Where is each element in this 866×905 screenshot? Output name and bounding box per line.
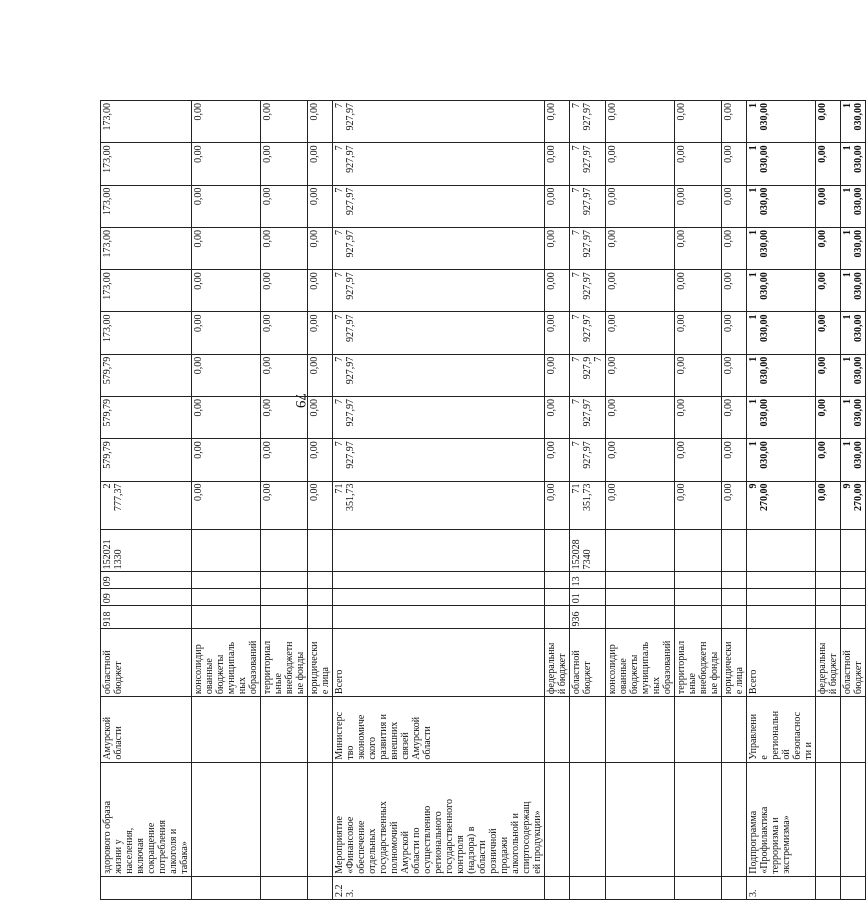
year-amount-cell: 579,79	[101, 354, 192, 396]
measure-name-cell	[722, 762, 747, 876]
rz-code-cell	[606, 589, 675, 606]
total-amount-cell: 0,00	[675, 481, 722, 530]
pr-code-cell: 09	[101, 572, 192, 589]
row-number-cell	[841, 876, 866, 899]
year-amount-cell: 7 927,97	[333, 101, 545, 143]
grbs-code-cell	[261, 606, 308, 629]
year-amount-cell: 1 030,00	[747, 354, 816, 396]
year-amount-cell: 0,00	[192, 354, 261, 396]
year-amount-cell: 173,00	[101, 312, 192, 354]
year-amount-cell: 7 927,97	[570, 143, 606, 185]
total-amount-cell: 9 270,00	[841, 481, 866, 530]
year-amount-cell: 0,00	[606, 101, 675, 143]
year-amount-cell: 1 030,00	[747, 312, 816, 354]
rz-code-cell	[192, 589, 261, 606]
year-amount-cell: 0,00	[545, 227, 570, 269]
rz-code-cell	[545, 589, 570, 606]
funding-source-cell: Всего	[747, 629, 816, 697]
year-amount-cell: 0,00	[675, 227, 722, 269]
row-number-cell	[570, 876, 606, 899]
year-amount-cell: 0,00	[192, 270, 261, 312]
year-amount-cell: 0,00	[545, 270, 570, 312]
year-amount-cell: 7 927,97	[333, 397, 545, 439]
year-amount-cell: 0,00	[816, 439, 841, 481]
funding-source-cell: консолидир ованные бюджеты муниципаль ных образований	[192, 629, 261, 697]
grbs-code-cell	[606, 606, 675, 629]
year-amount-cell: 0,00	[606, 397, 675, 439]
rz-code-cell	[816, 589, 841, 606]
table-row	[101, 101, 192, 900]
csr-code-cell	[333, 530, 545, 572]
year-amount-cell: 0,00	[308, 439, 333, 481]
year-amount-cell: 0,00	[545, 354, 570, 396]
year-amount-cell: 0,00	[261, 185, 308, 227]
pr-code-cell	[308, 572, 333, 589]
year-amount-cell: 7 927,97	[333, 439, 545, 481]
rz-code-cell: 01	[570, 589, 606, 606]
year-amount-cell: 7 927,97	[333, 227, 545, 269]
measure-name-cell	[261, 762, 308, 876]
table-row	[308, 101, 333, 900]
year-amount-cell: 0,00	[192, 397, 261, 439]
year-amount-cell: 0,00	[545, 143, 570, 185]
year-amount-cell: 0,00	[261, 354, 308, 396]
total-amount-cell: 0,00	[545, 481, 570, 530]
year-amount-cell: 0,00	[675, 439, 722, 481]
table-row	[722, 101, 747, 900]
funding-source-cell: юридически е лица	[722, 629, 747, 697]
year-amount-cell: 0,00	[675, 143, 722, 185]
year-amount-cell: 0,00	[606, 227, 675, 269]
csr-code-cell	[841, 530, 866, 572]
csr-code-cell	[816, 530, 841, 572]
year-amount-cell: 173,00	[101, 101, 192, 143]
csr-code-cell	[606, 530, 675, 572]
row-number-cell	[101, 876, 192, 899]
year-amount-cell: 0,00	[722, 354, 747, 396]
year-amount-cell: 0,00	[192, 101, 261, 143]
total-amount-cell: 71 351,73	[570, 481, 606, 530]
executor-cell: Амурской области	[101, 697, 192, 763]
total-amount-cell: 71 351,73	[333, 481, 545, 530]
measure-name-cell	[308, 762, 333, 876]
year-amount-cell: 1 030,00	[841, 312, 866, 354]
csr-code-cell	[308, 530, 333, 572]
year-amount-cell: 0,00	[308, 397, 333, 439]
year-amount-cell: 1 030,00	[747, 143, 816, 185]
year-amount-cell: 0,00	[816, 312, 841, 354]
year-amount-cell: 1 030,00	[747, 397, 816, 439]
executor-cell	[841, 697, 866, 763]
year-amount-cell: 0,00	[545, 397, 570, 439]
year-amount-cell: 0,00	[545, 439, 570, 481]
total-amount-cell: 2 777,37	[101, 481, 192, 530]
rz-code-cell	[261, 589, 308, 606]
grbs-code-cell	[722, 606, 747, 629]
funding-source-cell: федеральны й бюджет	[545, 629, 570, 697]
rz-code-cell	[333, 589, 545, 606]
year-amount-cell: 0,00	[675, 101, 722, 143]
measure-name-cell	[606, 762, 675, 876]
year-amount-cell: 0,00	[816, 354, 841, 396]
year-amount-cell: 0,00	[261, 312, 308, 354]
year-amount-cell: 0,00	[606, 185, 675, 227]
row-number-cell	[545, 876, 570, 899]
table-row	[261, 101, 308, 900]
year-amount-cell: 0,00	[816, 143, 841, 185]
year-amount-cell: 7 927,97	[570, 312, 606, 354]
year-amount-cell: 0,00	[606, 439, 675, 481]
year-amount-cell: 0,00	[722, 312, 747, 354]
year-amount-cell: 579,79	[101, 439, 192, 481]
row-number-cell	[308, 876, 333, 899]
executor-cell	[308, 697, 333, 763]
year-amount-cell: 7 927,97	[333, 143, 545, 185]
row-number-cell	[606, 876, 675, 899]
grbs-code-cell	[675, 606, 722, 629]
year-amount-cell: 0,00	[722, 439, 747, 481]
funding-source-cell: территориал ьные внебюджетн ые фонды	[261, 629, 308, 697]
csr-code-cell	[261, 530, 308, 572]
year-amount-cell: 0,00	[606, 354, 675, 396]
year-amount-cell: 579,79	[101, 397, 192, 439]
pr-code-cell	[747, 572, 816, 589]
measure-name-cell	[192, 762, 261, 876]
funding-source-cell: областной бюджет	[570, 629, 606, 697]
year-amount-cell: 0,00	[261, 397, 308, 439]
budget-table	[100, 100, 866, 900]
row-number-cell: 2.2 3.	[333, 876, 545, 899]
year-amount-cell: 1 030,00	[841, 143, 866, 185]
executor-cell: Управлени е региональн ой безопаснос ти и	[747, 697, 816, 763]
page-number: 79	[292, 393, 308, 408]
rz-code-cell	[722, 589, 747, 606]
csr-code-cell: 152028 7340	[570, 530, 606, 572]
year-amount-cell: 0,00	[308, 270, 333, 312]
total-amount-cell: 0,00	[192, 481, 261, 530]
year-amount-cell: 0,00	[816, 101, 841, 143]
year-amount-cell: 0,00	[308, 227, 333, 269]
year-amount-cell: 1 030,00	[841, 397, 866, 439]
total-amount-cell: 9 270,00	[747, 481, 816, 530]
measure-name-cell	[816, 762, 841, 876]
measure-name-cell: здорового образа жизни у населения, включая сокращение потребления алкоголя и табака»	[101, 762, 192, 876]
year-amount-cell: 1 030,00	[841, 354, 866, 396]
pr-code-cell	[606, 572, 675, 589]
executor-cell: Министерс тво экономиче ского развития и внешних связей Амурской области	[333, 697, 545, 763]
pr-code-cell	[545, 572, 570, 589]
year-amount-cell: 1 030,00	[747, 227, 816, 269]
year-amount-cell: 0,00	[308, 312, 333, 354]
pr-code-cell	[192, 572, 261, 589]
table-row	[570, 101, 606, 900]
pr-code-cell: 13	[570, 572, 606, 589]
year-amount-cell: 0,00	[675, 354, 722, 396]
year-amount-cell: 7 927,97	[570, 397, 606, 439]
measure-name-cell	[841, 762, 866, 876]
year-amount-cell: 0,00	[261, 439, 308, 481]
pr-code-cell	[261, 572, 308, 589]
year-amount-cell: 7 927,9 7	[570, 354, 606, 396]
year-amount-cell: 0,00	[722, 185, 747, 227]
year-amount-cell: 7 927,97	[570, 270, 606, 312]
year-amount-cell: 0,00	[816, 185, 841, 227]
pr-code-cell	[841, 572, 866, 589]
year-amount-cell: 0,00	[308, 185, 333, 227]
rz-code-cell	[308, 589, 333, 606]
measure-name-cell	[675, 762, 722, 876]
year-amount-cell: 0,00	[192, 185, 261, 227]
year-amount-cell: 0,00	[606, 312, 675, 354]
table-row	[192, 101, 261, 900]
year-amount-cell: 1 030,00	[841, 101, 866, 143]
year-amount-cell: 1 030,00	[747, 101, 816, 143]
year-amount-cell: 7 927,97	[333, 312, 545, 354]
csr-code-cell: 152021 1330	[101, 530, 192, 572]
year-amount-cell: 173,00	[101, 270, 192, 312]
year-amount-cell: 0,00	[192, 439, 261, 481]
year-amount-cell: 0,00	[606, 270, 675, 312]
grbs-code-cell	[192, 606, 261, 629]
total-amount-cell: 0,00	[261, 481, 308, 530]
rz-code-cell	[675, 589, 722, 606]
executor-cell	[816, 697, 841, 763]
rz-code-cell	[747, 589, 816, 606]
year-amount-cell: 0,00	[308, 143, 333, 185]
year-amount-cell: 173,00	[101, 185, 192, 227]
year-amount-cell: 0,00	[722, 143, 747, 185]
funding-source-cell: федеральны й бюджет	[816, 629, 841, 697]
funding-source-cell: территориал ьные внебюджетн ые фонды	[675, 629, 722, 697]
year-amount-cell: 0,00	[545, 312, 570, 354]
year-amount-cell: 0,00	[816, 227, 841, 269]
year-amount-cell: 7 927,97	[570, 101, 606, 143]
year-amount-cell: 0,00	[545, 185, 570, 227]
grbs-code-cell	[333, 606, 545, 629]
year-amount-cell: 0,00	[675, 397, 722, 439]
funding-source-cell: Всего	[333, 629, 545, 697]
pr-code-cell	[816, 572, 841, 589]
year-amount-cell: 7 927,97	[570, 227, 606, 269]
grbs-code-cell	[747, 606, 816, 629]
year-amount-cell: 0,00	[192, 312, 261, 354]
year-amount-cell: 0,00	[675, 270, 722, 312]
year-amount-cell: 7 927,97	[333, 185, 545, 227]
measure-name-cell: Подпрограмма «Профилактика терроризма и экстремизма»	[747, 762, 816, 876]
row-number-cell: 3.	[747, 876, 816, 899]
table-row	[545, 101, 570, 900]
csr-code-cell	[545, 530, 570, 572]
pr-code-cell	[722, 572, 747, 589]
executor-cell	[570, 697, 606, 763]
year-amount-cell: 7 927,97	[333, 270, 545, 312]
executor-cell	[675, 697, 722, 763]
total-amount-cell: 0,00	[722, 481, 747, 530]
year-amount-cell: 0,00	[722, 227, 747, 269]
year-amount-cell: 0,00	[261, 143, 308, 185]
year-amount-cell: 1 030,00	[841, 227, 866, 269]
executor-cell	[545, 697, 570, 763]
year-amount-cell: 0,00	[261, 270, 308, 312]
row-number-cell	[816, 876, 841, 899]
year-amount-cell: 7 927,97	[570, 439, 606, 481]
total-amount-cell: 0,00	[816, 481, 841, 530]
year-amount-cell: 0,00	[192, 143, 261, 185]
csr-code-cell	[747, 530, 816, 572]
year-amount-cell: 7 927,97	[570, 185, 606, 227]
csr-code-cell	[192, 530, 261, 572]
executor-cell	[192, 697, 261, 763]
executor-cell	[606, 697, 675, 763]
year-amount-cell: 173,00	[101, 143, 192, 185]
table-row	[606, 101, 675, 900]
year-amount-cell: 0,00	[675, 312, 722, 354]
funding-source-cell: консолидир ованные бюджеты муниципаль ных образований	[606, 629, 675, 697]
year-amount-cell: 0,00	[722, 397, 747, 439]
year-amount-cell: 1 030,00	[841, 270, 866, 312]
executor-cell	[722, 697, 747, 763]
row-number-cell	[261, 876, 308, 899]
funding-source-cell: юридически е лица	[308, 629, 333, 697]
year-amount-cell: 1 030,00	[747, 439, 816, 481]
measure-name-cell: Мероприятие «Финансовое обеспечение отдельных государственных полномочий Амурской области по осуществлению регионального государственного контроля (надзора) в области розничной продажи алкогольной и спиртосодержащ ей продукции»	[333, 762, 545, 876]
year-amount-cell: 1 030,00	[841, 439, 866, 481]
grbs-code-cell: 936	[570, 606, 606, 629]
year-amount-cell: 0,00	[308, 101, 333, 143]
year-amount-cell: 0,00	[261, 101, 308, 143]
table-row	[675, 101, 722, 900]
row-number-cell	[675, 876, 722, 899]
year-amount-cell: 173,00	[101, 227, 192, 269]
year-amount-cell: 0,00	[606, 143, 675, 185]
funding-source-cell: областной бюджет	[101, 629, 192, 697]
pr-code-cell	[333, 572, 545, 589]
csr-code-cell	[722, 530, 747, 572]
year-amount-cell: 0,00	[545, 101, 570, 143]
measure-name-cell	[545, 762, 570, 876]
table-row	[841, 101, 866, 900]
year-amount-cell: 0,00	[261, 227, 308, 269]
row-number-cell	[192, 876, 261, 899]
table-row	[333, 101, 545, 900]
year-amount-cell: 1 030,00	[841, 185, 866, 227]
measure-name-cell	[570, 762, 606, 876]
grbs-code-cell	[545, 606, 570, 629]
executor-cell	[261, 697, 308, 763]
pr-code-cell	[675, 572, 722, 589]
grbs-code-cell	[841, 606, 866, 629]
table-row	[747, 101, 816, 900]
row-number-cell	[722, 876, 747, 899]
year-amount-cell: 0,00	[192, 227, 261, 269]
year-amount-cell: 1 030,00	[747, 270, 816, 312]
csr-code-cell	[675, 530, 722, 572]
year-amount-cell: 0,00	[816, 397, 841, 439]
rz-code-cell	[841, 589, 866, 606]
grbs-code-cell: 918	[101, 606, 192, 629]
year-amount-cell: 0,00	[675, 185, 722, 227]
year-amount-cell: 0,00	[816, 270, 841, 312]
year-amount-cell: 0,00	[722, 270, 747, 312]
total-amount-cell: 0,00	[308, 481, 333, 530]
funding-source-cell: областной бюджет	[841, 629, 866, 697]
year-amount-cell: 7 927,97	[333, 354, 545, 396]
total-amount-cell: 0,00	[606, 481, 675, 530]
year-amount-cell: 0,00	[722, 101, 747, 143]
year-amount-cell: 0,00	[308, 354, 333, 396]
year-amount-cell: 1 030,00	[747, 185, 816, 227]
grbs-code-cell	[816, 606, 841, 629]
grbs-code-cell	[308, 606, 333, 629]
rz-code-cell: 09	[101, 589, 192, 606]
rotated-table-wrapper	[100, 100, 864, 900]
table-row	[816, 101, 841, 900]
